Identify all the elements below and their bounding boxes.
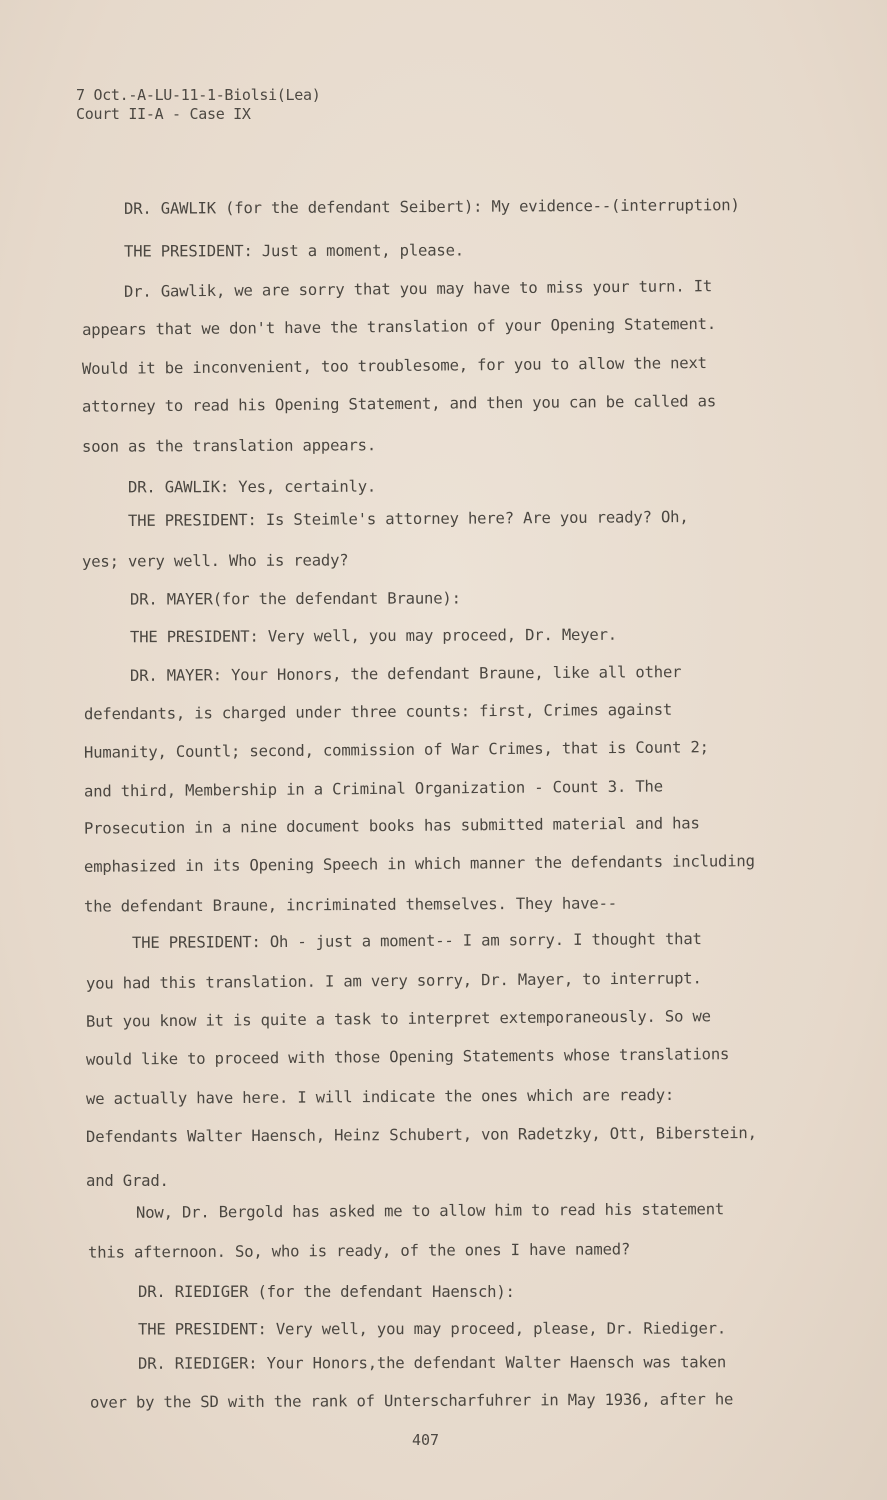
text-line: Would it be inconvenient, too troublesome, for you to allow the next	[81, 354, 707, 378]
text-line: THE PRESIDENT: Just a moment, please.	[123, 241, 464, 261]
text-line: Humanity, Countl; second, commission of War Crimes, that is Count 2;	[83, 738, 709, 762]
document-header	[76, 86, 320, 124]
text-line: you had this translation. I am very sorry, Dr. Mayer, to interrupt.	[85, 969, 702, 993]
text-line: would like to proceed with those Opening Statements whose translations	[85, 1045, 730, 1069]
text-line: Prosecution in a nine document books has submitted material and has	[83, 814, 700, 838]
header-court-case: Court II-A - Case IX	[76, 105, 251, 123]
text-line: DR. GAWLIK (for the defendant Seibert): My evidence--(interruption)	[123, 196, 740, 218]
text-line: DR. MAYER: Your Honors, the defendant Braune, like all other	[129, 663, 682, 685]
text-line: THE PRESIDENT: Very well, you may proceed, please, Dr. Riediger.	[137, 1319, 727, 1339]
page-number: 407	[412, 1431, 440, 1449]
header-reference: 7 Oct.-A-LU-11-1-Biolsi(Lea)	[76, 86, 321, 104]
text-line: yes; very well. Who is ready?	[81, 551, 349, 571]
text-line: defendants, is charged under three counts: first, Crimes against	[83, 700, 673, 724]
text-line: appears that we don't have the translation of your Opening Statement.	[81, 314, 717, 340]
text-line: But you know it is quite a task to interpret extemporaneously. So we	[85, 1007, 711, 1031]
text-line: and Grad.	[86, 1172, 169, 1190]
text-line: and third, Membership in a Criminal Organization - Count 3. The	[83, 777, 663, 801]
text-line: DR. MAYER(for the defendant Braune):	[129, 589, 461, 609]
text-line: we actually have here. I will indicate the ones which are ready:	[85, 1085, 675, 1109]
text-line: THE PRESIDENT: Is Steimle's attorney here? Are you ready? Oh,	[127, 508, 689, 530]
text-line: attorney to read his Opening Statement, and then you can be called as	[81, 392, 717, 416]
text-line: over by the SD with the rank of Unterscharfuhrer in May 1936, after he	[89, 1390, 734, 1412]
text-line: the defendant Braune, incriminated themselves. They have--	[83, 894, 617, 916]
text-line: Dr. Gawlik, we are sorry that you may have to miss your turn. It	[123, 277, 713, 301]
text-line: DR. GAWLIK: Yes, certainly.	[127, 477, 377, 497]
text-line: Now, Dr. Bergold has asked me to allow him to read his statement	[135, 1200, 725, 1222]
text-line: DR. RIEDIGER (for the defendant Haensch):	[138, 1283, 515, 1301]
text-line: DR. RIEDIGER: Your Honors,the defendant Walter Haensch was taken	[137, 1353, 727, 1373]
text-line: THE PRESIDENT: Very well, you may proceed, Dr. Meyer.	[129, 625, 618, 647]
text-line: THE PRESIDENT: Oh - just a moment-- I am sorry. I thought that	[131, 930, 702, 952]
text-line: Defendants Walter Haensch, Heinz Schubert, von Radetzky, Ott, Biberstein,	[85, 1123, 757, 1147]
text-line: emphasized in its Opening Speech in which manner the defendants including	[83, 852, 755, 876]
text-line: soon as the translation appears.	[81, 436, 377, 456]
text-line: this afternoon. So, who is ready, of the ones I have named?	[87, 1240, 631, 1262]
